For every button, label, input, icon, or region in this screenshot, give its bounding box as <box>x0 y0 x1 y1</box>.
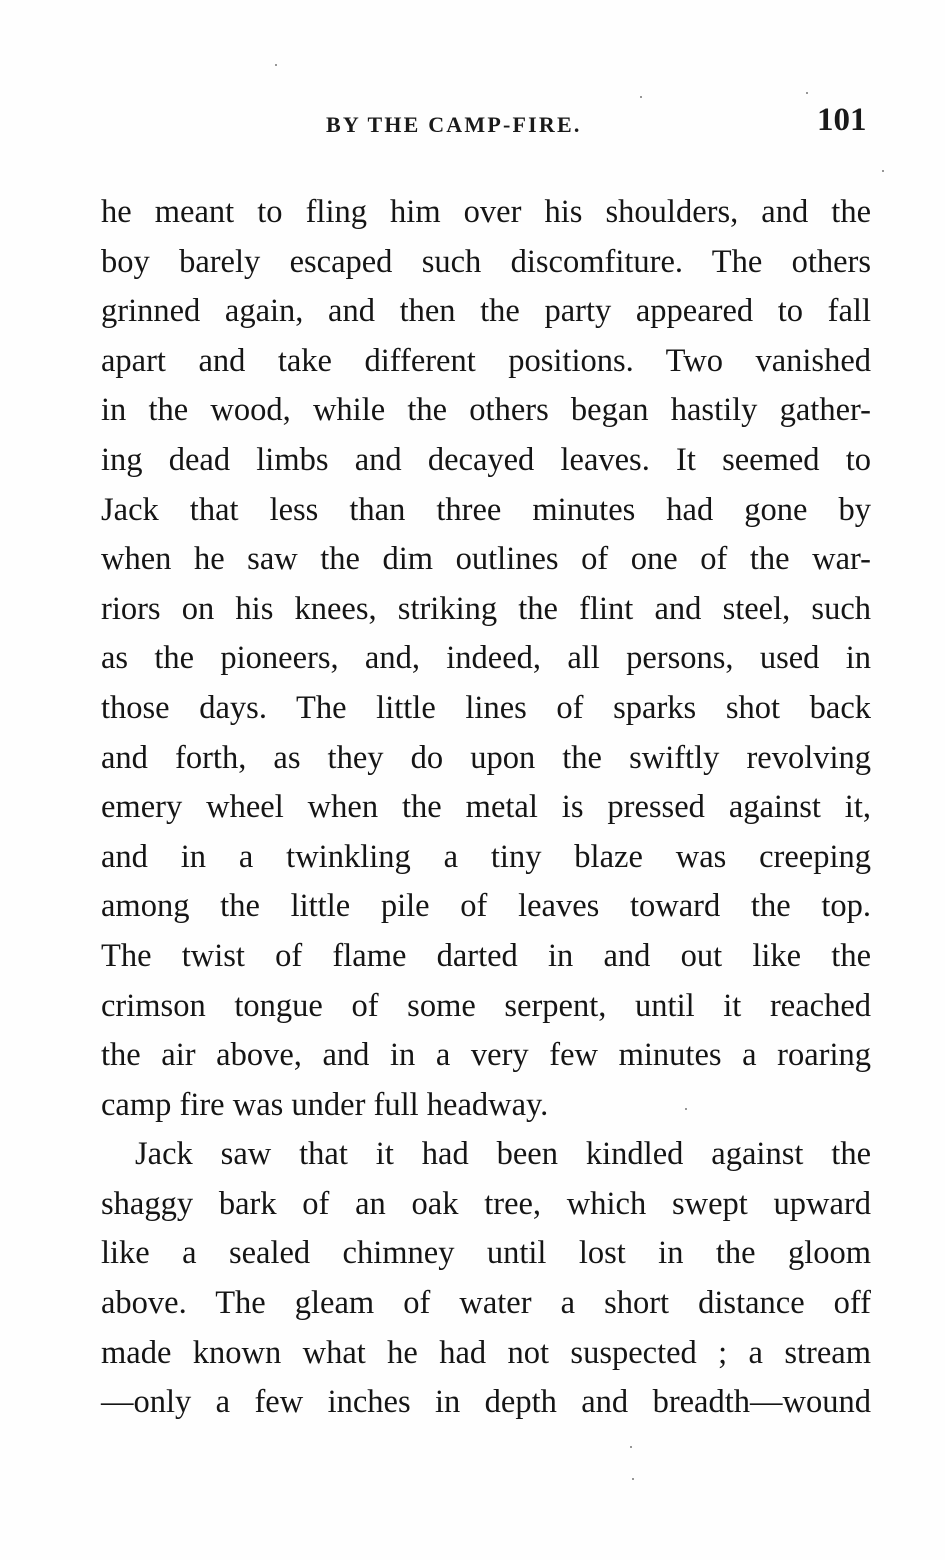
text-line: Jack saw that it had been kindled against the <box>135 1136 871 1173</box>
running-head: BY THE CAMP-FIRE. <box>326 112 582 137</box>
print-speck <box>640 96 642 98</box>
text-line: above. The gleam of water a short distance off <box>101 1285 871 1322</box>
text-line: apart and take different positions. Two vanished <box>101 342 871 379</box>
text-line: —only a few inches in depth and breadth—wound <box>101 1384 871 1421</box>
text-line: emery wheel when the metal is pressed against it, <box>101 789 871 826</box>
text-line: riors on his knees, striking the flint and steel, such <box>101 590 871 627</box>
print-speck <box>630 1446 632 1448</box>
print-speck <box>685 1108 687 1110</box>
text-line: grinned again, and then the party appeared to fall <box>101 293 871 330</box>
text-line: and forth, as they do upon the swiftly revolving <box>101 739 871 776</box>
text-line: Jack that less than three minutes had gone by <box>101 491 871 528</box>
print-speck <box>806 92 808 94</box>
text-line: shaggy bark of an oak tree, which swept upward <box>101 1185 871 1222</box>
body-text <box>101 188 871 1428</box>
text-line: ing dead limbs and decayed leaves. It seemed to <box>101 441 871 478</box>
print-speck <box>882 170 884 172</box>
text-line: The twist of flame darted in and out like the <box>101 937 871 974</box>
text-line: among the little pile of leaves toward the top. <box>101 888 871 925</box>
text-line: crimson tongue of some serpent, until it reached <box>101 987 871 1024</box>
text-line: he meant to fling him over his shoulders, and the <box>101 194 871 230</box>
paragraph-2 <box>101 1130 871 1428</box>
text-line: as the pioneers, and, indeed, all persons, used in <box>101 640 871 677</box>
print-speck <box>275 64 277 66</box>
text-line: camp fire was under full headway. <box>101 1086 549 1123</box>
text-line: when he saw the dim outlines of one of the war- <box>101 541 871 578</box>
text-line: made known what he had not suspected ; a stream <box>101 1334 871 1371</box>
text-line: like a sealed chimney until lost in the gloom <box>101 1235 871 1272</box>
paragraph-1 <box>101 188 871 1130</box>
text-line: boy barely escaped such discomfiture. The others <box>101 243 871 280</box>
text-line: and in a twinkling a tiny blaze was creeping <box>101 838 871 875</box>
page-number: 101 <box>817 102 867 138</box>
text-line: those days. The little lines of sparks shot back <box>101 689 871 726</box>
text-line: the air above, and in a very few minutes a roaring <box>101 1037 871 1074</box>
print-speck <box>632 1478 634 1480</box>
text-line: in the wood, while the others began hastily gather- <box>101 392 871 429</box>
